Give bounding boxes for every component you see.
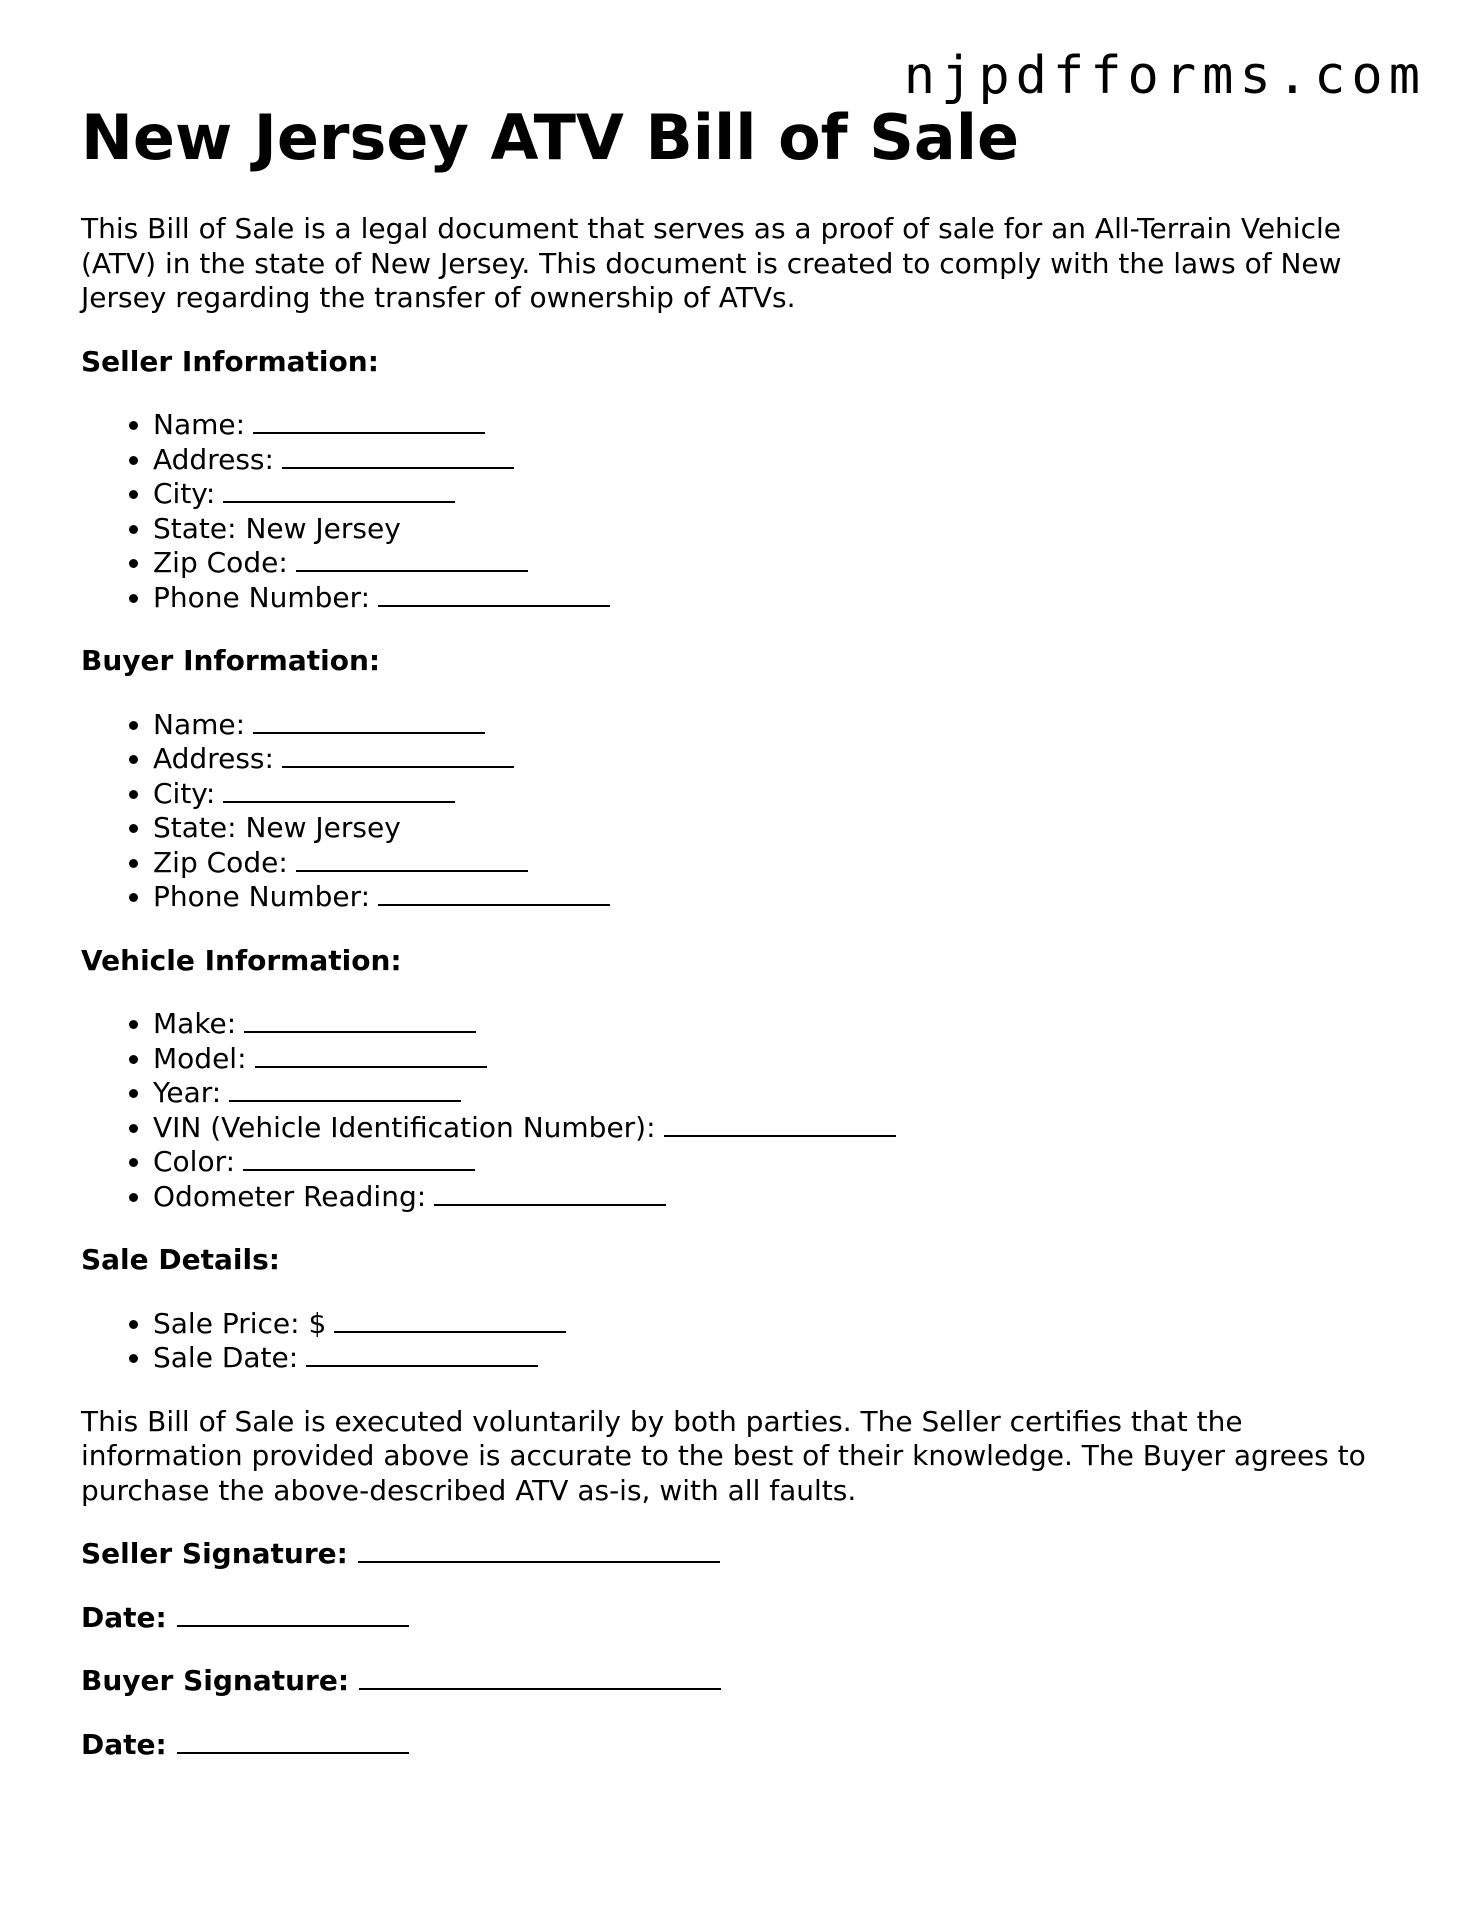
vehicle-section-heading: Vehicle Information:	[81, 943, 402, 977]
buyer-name-label: Name:	[153, 707, 246, 741]
buyer-signature-line	[81, 1664, 1411, 1699]
sale-date-label: Sale Date:	[153, 1341, 299, 1374]
seller-address-item	[153, 443, 1411, 478]
buyer-name-field[interactable]	[253, 708, 485, 734]
seller-date-field[interactable]	[177, 1601, 409, 1627]
buyer-city-field[interactable]	[223, 777, 455, 803]
closing-paragraph: This Bill of Sale is executed voluntarily by both parties. The Seller certifies that the information provided above is accurate to the best of their knowledge. The Buyer agrees to purchase the above-described ATV as-is, with all faults.	[81, 1404, 1366, 1507]
seller-city-label: City:	[153, 477, 216, 510]
buyer-date-line	[81, 1728, 1411, 1763]
vehicle-model-item	[153, 1042, 1411, 1077]
watermark: njpdfforms.com	[903, 46, 1426, 106]
buyer-address-item	[153, 742, 1411, 777]
sale-section-heading: Sale Details:	[81, 1243, 280, 1276]
seller-state-item	[153, 512, 1411, 547]
vehicle-year-item	[153, 1076, 1411, 1111]
seller-date-line	[81, 1601, 1411, 1636]
vehicle-year-field[interactable]	[229, 1076, 461, 1102]
seller-address-label: Address:	[153, 442, 274, 476]
buyer-info-list	[81, 708, 1411, 915]
seller-info-list	[81, 408, 1411, 615]
buyer-signature-label: Buyer Signature:	[81, 1664, 350, 1697]
buyer-zip-field[interactable]	[296, 846, 528, 872]
vehicle-year-label: Year:	[153, 1076, 222, 1109]
seller-zip-field[interactable]	[296, 546, 528, 572]
seller-zip-item	[153, 546, 1411, 581]
sale-price-field[interactable]	[334, 1307, 566, 1333]
vehicle-odometer-field[interactable]	[434, 1180, 666, 1206]
vehicle-color-label: Color:	[153, 1145, 236, 1178]
document-title: New Jersey ATV Bill of Sale	[81, 101, 1020, 174]
vehicle-make-item	[153, 1007, 1411, 1042]
sale-info-list	[81, 1307, 1411, 1376]
seller-state-label: State: New Jersey	[153, 511, 401, 545]
seller-name-field[interactable]	[253, 408, 485, 434]
buyer-address-field[interactable]	[282, 742, 514, 768]
intro-paragraph: This Bill of Sale is a legal document that serves as a proof of sale for an All-Terrain Vehicle (ATV) in the state of New Jersey. This document is created to comply with the laws of New Jersey regarding the transfer of ownership of ATVs.	[81, 212, 1342, 314]
seller-date-label: Date:	[81, 1600, 167, 1634]
buyer-city-label: City:	[153, 776, 216, 810]
seller-signature-label: Seller Signature:	[81, 1537, 348, 1570]
seller-phone-label: Phone Number:	[153, 580, 371, 614]
vehicle-vin-field[interactable]	[664, 1111, 896, 1137]
buyer-zip-label: Zip Code:	[153, 845, 288, 879]
vehicle-make-label: Make:	[153, 1007, 237, 1040]
vehicle-model-label: Model:	[153, 1041, 247, 1075]
seller-name-label: Name:	[153, 408, 246, 441]
seller-address-field[interactable]	[282, 443, 514, 469]
seller-zip-label: Zip Code:	[153, 546, 288, 579]
seller-name-item	[153, 408, 1411, 443]
seller-section-heading: Seller Information:	[81, 344, 379, 378]
buyer-date-field[interactable]	[177, 1728, 409, 1754]
buyer-phone-field[interactable]	[378, 880, 610, 906]
seller-city-field[interactable]	[223, 477, 455, 503]
vehicle-vin-label: VIN (Vehicle Identification Number):	[153, 1110, 656, 1144]
vehicle-model-field[interactable]	[255, 1042, 487, 1068]
buyer-state-item	[153, 811, 1411, 846]
sale-date-field[interactable]	[306, 1341, 538, 1367]
sale-price-item	[153, 1307, 1411, 1342]
vehicle-make-field[interactable]	[244, 1007, 476, 1033]
buyer-phone-label: Phone Number:	[153, 880, 371, 913]
buyer-name-item	[153, 708, 1411, 743]
vehicle-color-field[interactable]	[243, 1145, 475, 1171]
buyer-zip-item	[153, 846, 1411, 881]
buyer-city-item	[153, 777, 1411, 812]
seller-phone-item	[153, 581, 1411, 616]
seller-signature-field[interactable]	[358, 1537, 720, 1563]
buyer-section-heading: Buyer Information:	[81, 644, 381, 677]
vehicle-color-item	[153, 1145, 1411, 1180]
vehicle-odometer-label: Odometer Reading:	[153, 1179, 427, 1213]
sale-price-label: Sale Price: $	[153, 1306, 327, 1340]
seller-city-item	[153, 477, 1411, 512]
vehicle-info-list	[81, 1007, 1411, 1214]
buyer-address-label: Address:	[153, 742, 274, 775]
seller-signature-line	[81, 1537, 1411, 1572]
buyer-phone-item	[153, 880, 1411, 915]
buyer-signature-field[interactable]	[359, 1664, 721, 1690]
buyer-state-label: State: New Jersey	[153, 811, 401, 844]
document-body	[81, 212, 1411, 1791]
sale-date-item	[153, 1341, 1411, 1376]
vehicle-vin-item	[153, 1111, 1411, 1146]
buyer-date-label: Date:	[81, 1727, 167, 1761]
seller-phone-field[interactable]	[378, 581, 610, 607]
vehicle-odometer-item	[153, 1180, 1411, 1215]
